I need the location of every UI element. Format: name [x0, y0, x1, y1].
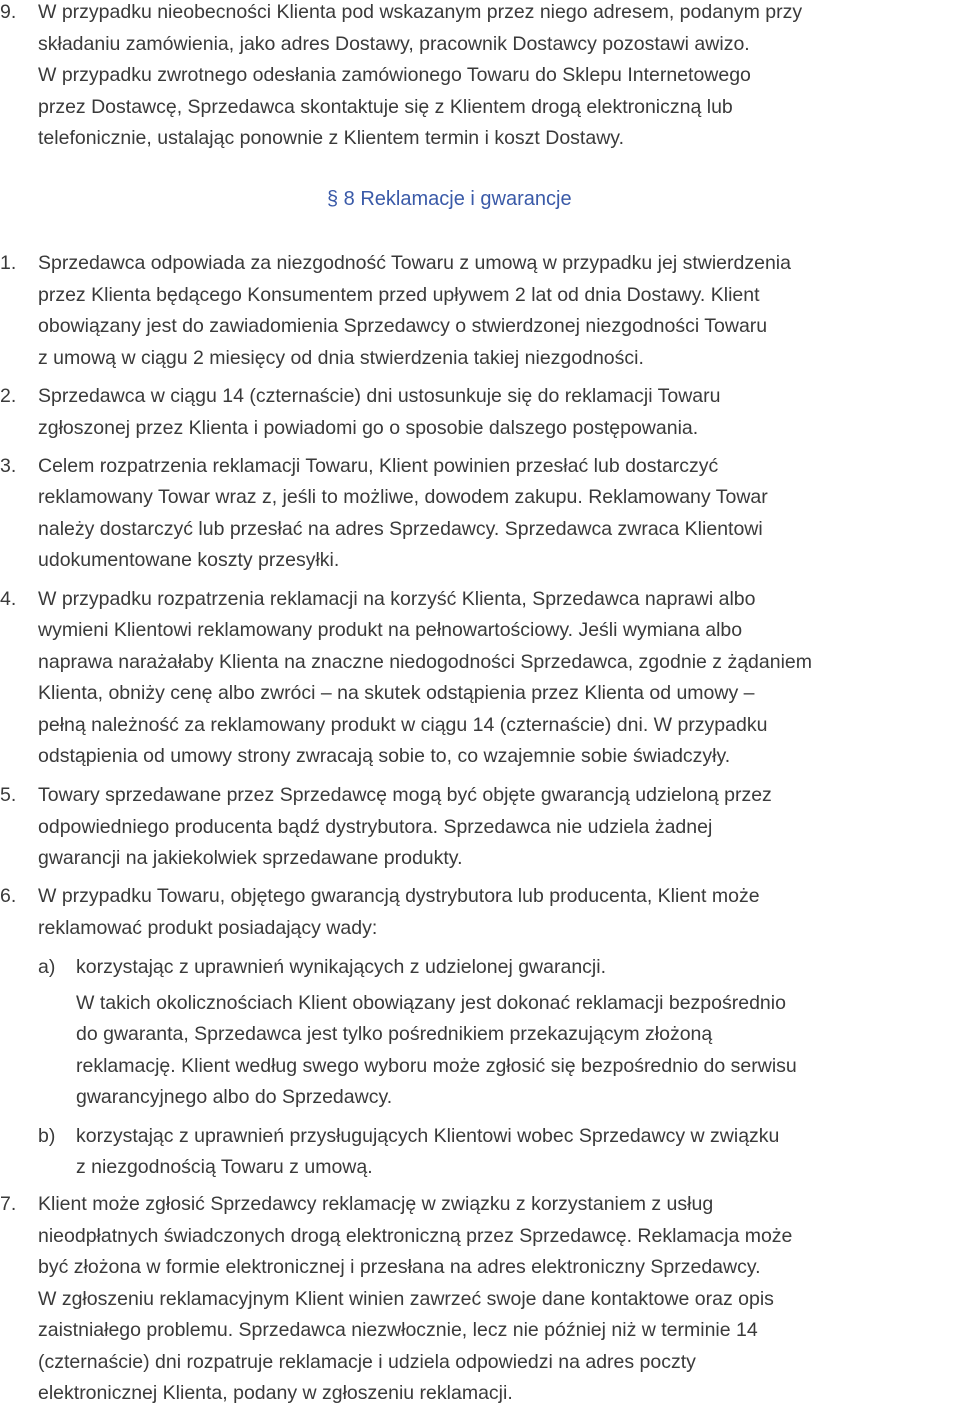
paragraph-line: Klienta, obniży cenę albo zwróci – na skutek odstąpienia przez Klienta od umowy –: [38, 682, 755, 704]
item-number: 1.: [0, 252, 17, 274]
paragraph-line: Celem rozpatrzenia reklamacji Towaru, Klient powinien przesłać lub dostarczyć: [38, 455, 719, 477]
paragraph-line: do gwaranta, Sprzedawca jest tylko pośrednikiem przekazującym złożoną: [76, 1023, 713, 1045]
paragraph-line: udokumentowane koszty przesyłki.: [38, 549, 340, 571]
paragraph-line: gwarancji na jakiekolwiek sprzedawane produkty.: [38, 847, 463, 869]
paragraph-line: być złożona w formie elektronicznej i przesłana na adres elektroniczny Sprzedawcy.: [38, 1256, 761, 1278]
paragraph-line: korzystając z uprawnień wynikających z udzielonej gwarancji.: [76, 956, 606, 978]
paragraph-line: odpowiedniego producenta bądź dystrybutora. Sprzedawca nie udziela żadnej: [38, 816, 713, 838]
paragraph-line: wymieni Klientowi reklamowany produkt na pełnowartościowy. Jeśli wymiana albo: [38, 619, 743, 641]
item-number: 3.: [0, 455, 17, 477]
paragraph-line: składaniu zamówienia, jako adres Dostawy, pracownik Dostawcy pozostawi awizo.: [38, 33, 750, 55]
paragraph-line: (czternaście) dni rozpatruje reklamacje i udziela odpowiedzi na adres poczty: [38, 1351, 696, 1373]
paragraph-line: obowiązany jest do zawiadomienia Sprzedawcy o stwierdzonej niezgodności Towaru: [38, 315, 768, 337]
paragraph-line: Towary sprzedawane przez Sprzedawcę mogą być objęte gwarancją udzieloną przez: [38, 784, 772, 806]
item-number: 7.: [0, 1193, 17, 1215]
paragraph-line: należy dostarczyć lub przesłać na adres Sprzedawcy. Sprzedawca zwraca Klientowi: [38, 518, 763, 540]
paragraph-line: reklamację. Klient według swego wyboru może zgłosić się bezpośrednio do serwisu: [76, 1055, 797, 1077]
paragraph-line: przez Klienta będącego Konsumentem przed upływem 2 lat od dnia Dostawy. Klient: [38, 284, 760, 306]
paragraph-line: z umową w ciągu 2 miesięcy od dnia stwierdzenia takiej niezgodności.: [38, 347, 644, 369]
paragraph-line: W zgłoszeniu reklamacyjnym Klient winien zawrzeć swoje dane kontaktowe oraz opis: [38, 1288, 774, 1310]
paragraph-line: pełną należność za reklamowany produkt w ciągu 14 (czternaście) dni. W przypadku: [38, 714, 768, 736]
paragraph-line: Klient może zgłosić Sprzedawcy reklamację w związku z korzystaniem z usług: [38, 1193, 714, 1215]
paragraph-line: W takich okolicznościach Klient obowiązany jest dokonać reklamacji bezpośrednio: [76, 992, 786, 1014]
paragraph-line: W przypadku rozpatrzenia reklamacji na korzyść Klienta, Sprzedawca naprawi albo: [38, 588, 756, 610]
paragraph-line: reklamowany Towar wraz z, jeśli to możliwe, dowodem zakupu. Reklamowany Towar: [38, 486, 768, 508]
item-number: 2.: [0, 385, 17, 407]
paragraph-line: elektronicznej Klienta, podany w zgłoszeniu reklamacji.: [38, 1382, 513, 1404]
sub-item-label: b): [38, 1125, 56, 1147]
paragraph-line: zaistniałego problemu. Sprzedawca niezwłocznie, lecz nie później niż w terminie 14: [38, 1319, 758, 1341]
sub-item-label: a): [38, 956, 56, 978]
item-number: 4.: [0, 588, 17, 610]
paragraph-line: W przypadku nieobecności Klienta pod wskazanym przez niego adresem, podanym przy: [38, 1, 803, 23]
paragraph-line: odstąpienia od umowy strony zwracają sobie to, co wzajemnie sobie świadczyły.: [38, 745, 731, 767]
paragraph-line: W przypadku zwrotnego odesłania zamówionego Towaru do Sklepu Internetowego: [38, 64, 751, 86]
item-number: 9.: [0, 1, 17, 23]
paragraph-line: zgłoszonej przez Klienta i powiadomi go o sposobie dalszego postępowania.: [38, 417, 699, 439]
paragraph-line: Sprzedawca w ciągu 14 (czternaście) dni ustosunkuje się do reklamacji Towaru: [38, 385, 721, 407]
paragraph-line: reklamować produkt posiadający wady:: [38, 917, 378, 939]
paragraph-line: z niezgodnością Towaru z umową.: [76, 1156, 373, 1178]
paragraph-line: naprawa narażałaby Klienta na znaczne niedogodności Sprzedawca, zgodnie z żądaniem: [38, 651, 813, 673]
paragraph-line: W przypadku Towaru, objętego gwarancją dystrybutora lub producenta, Klient może: [38, 885, 760, 907]
paragraph-line: telefonicznie, ustalając ponownie z Klientem termin i koszt Dostawy.: [38, 127, 624, 149]
item-number: 6.: [0, 885, 17, 907]
paragraph-line: nieodpłatnych świadczonych drogą elektroniczną przez Sprzedawcę. Reklamacja może: [38, 1225, 793, 1247]
paragraph-line: korzystając z uprawnień przysługujących Klientowi wobec Sprzedawcy w związku: [76, 1125, 780, 1147]
item-number: 5.: [0, 784, 17, 806]
paragraph-line: przez Dostawcę, Sprzedawca skontaktuje się z Klientem drogą elektroniczną lub: [38, 96, 733, 118]
paragraph-line: Sprzedawca odpowiada za niezgodność Towaru z umową w przypadku jej stwierdzenia: [38, 252, 791, 274]
section-heading: § 8 Reklamacje i gwarancje: [327, 188, 572, 210]
paragraph-line: gwarancyjnego albo do Sprzedawcy.: [76, 1086, 393, 1108]
